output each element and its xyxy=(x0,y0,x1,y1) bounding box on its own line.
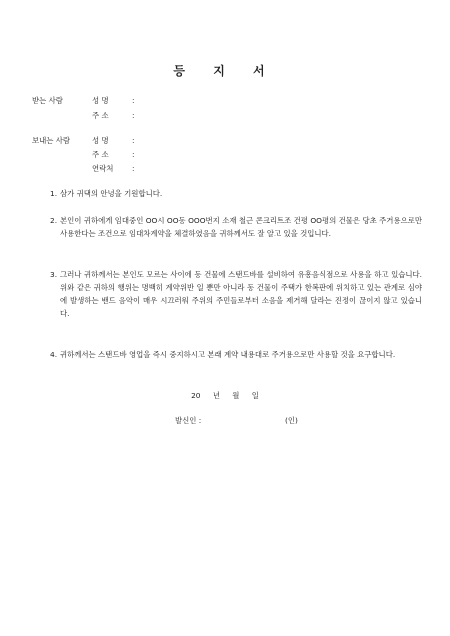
colon: : xyxy=(132,111,135,120)
paragraph-number: 4. xyxy=(50,350,58,359)
paragraph-text: 그러나 귀하께서는 본인도 모르는 사이에 동 건물에 스탠드바를 설비하여 유흥음식점으로 사용을 하고 있습니다. 위와 같은 귀하의 행위는 명백히 계약위반 일 뿐만 아니라 동 건물이 주택가 한복판에 위치하고 있는 관계로 심야에 발생하는 밴드 음악이 매우 시끄러워 주위의 주민들로부터 소음을 제거해 달라는 진정이 끊이지 않고 있습니다. xyxy=(60,270,422,318)
paragraph-text: 본인이 귀하에게 임대중인 OO시 OO동 OOO번지 소재 철근 콘크리트조 건평 OO평의 건물은 당초 주거용으로만 사용한다는 조건으로 임대차계약을 체결하였음을 귀하께서도 잘 알고 있을 것입니다. xyxy=(60,216,422,238)
paragraph-number: 1. xyxy=(50,189,58,198)
recipient-name-label: 성 명 xyxy=(92,96,109,105)
colon: : xyxy=(132,164,135,173)
sender-address-label: 주 소 xyxy=(92,150,109,159)
paragraph-number: 2. xyxy=(50,216,58,225)
seal-mark: (인) xyxy=(285,416,298,425)
paragraph-text: 삼가 귀댁의 안녕을 기원합니다. xyxy=(60,189,163,198)
paragraph-number: 3. xyxy=(50,270,58,279)
sender-contact-label: 연락처 xyxy=(92,164,114,173)
sender-label: 보내는 사람 xyxy=(32,136,71,145)
document-title: 등 지 서 xyxy=(173,64,277,78)
recipient-label: 받는 사람 xyxy=(32,96,63,105)
sender-name-label: 성 명 xyxy=(92,136,109,145)
recipient-address-label: 주 소 xyxy=(92,111,109,120)
colon: : xyxy=(132,136,135,145)
paragraph-text: 귀하께서는 스탠드바 영업을 즉시 중지하시고 본래 계약 내용대로 주거용으로만 사용할 것을 요구합니다. xyxy=(60,350,396,359)
date-line: 20 년 월 일 xyxy=(191,391,259,400)
sender-signature-label: 발신인 : xyxy=(175,416,202,425)
colon: : xyxy=(132,96,135,105)
colon: : xyxy=(132,150,135,159)
